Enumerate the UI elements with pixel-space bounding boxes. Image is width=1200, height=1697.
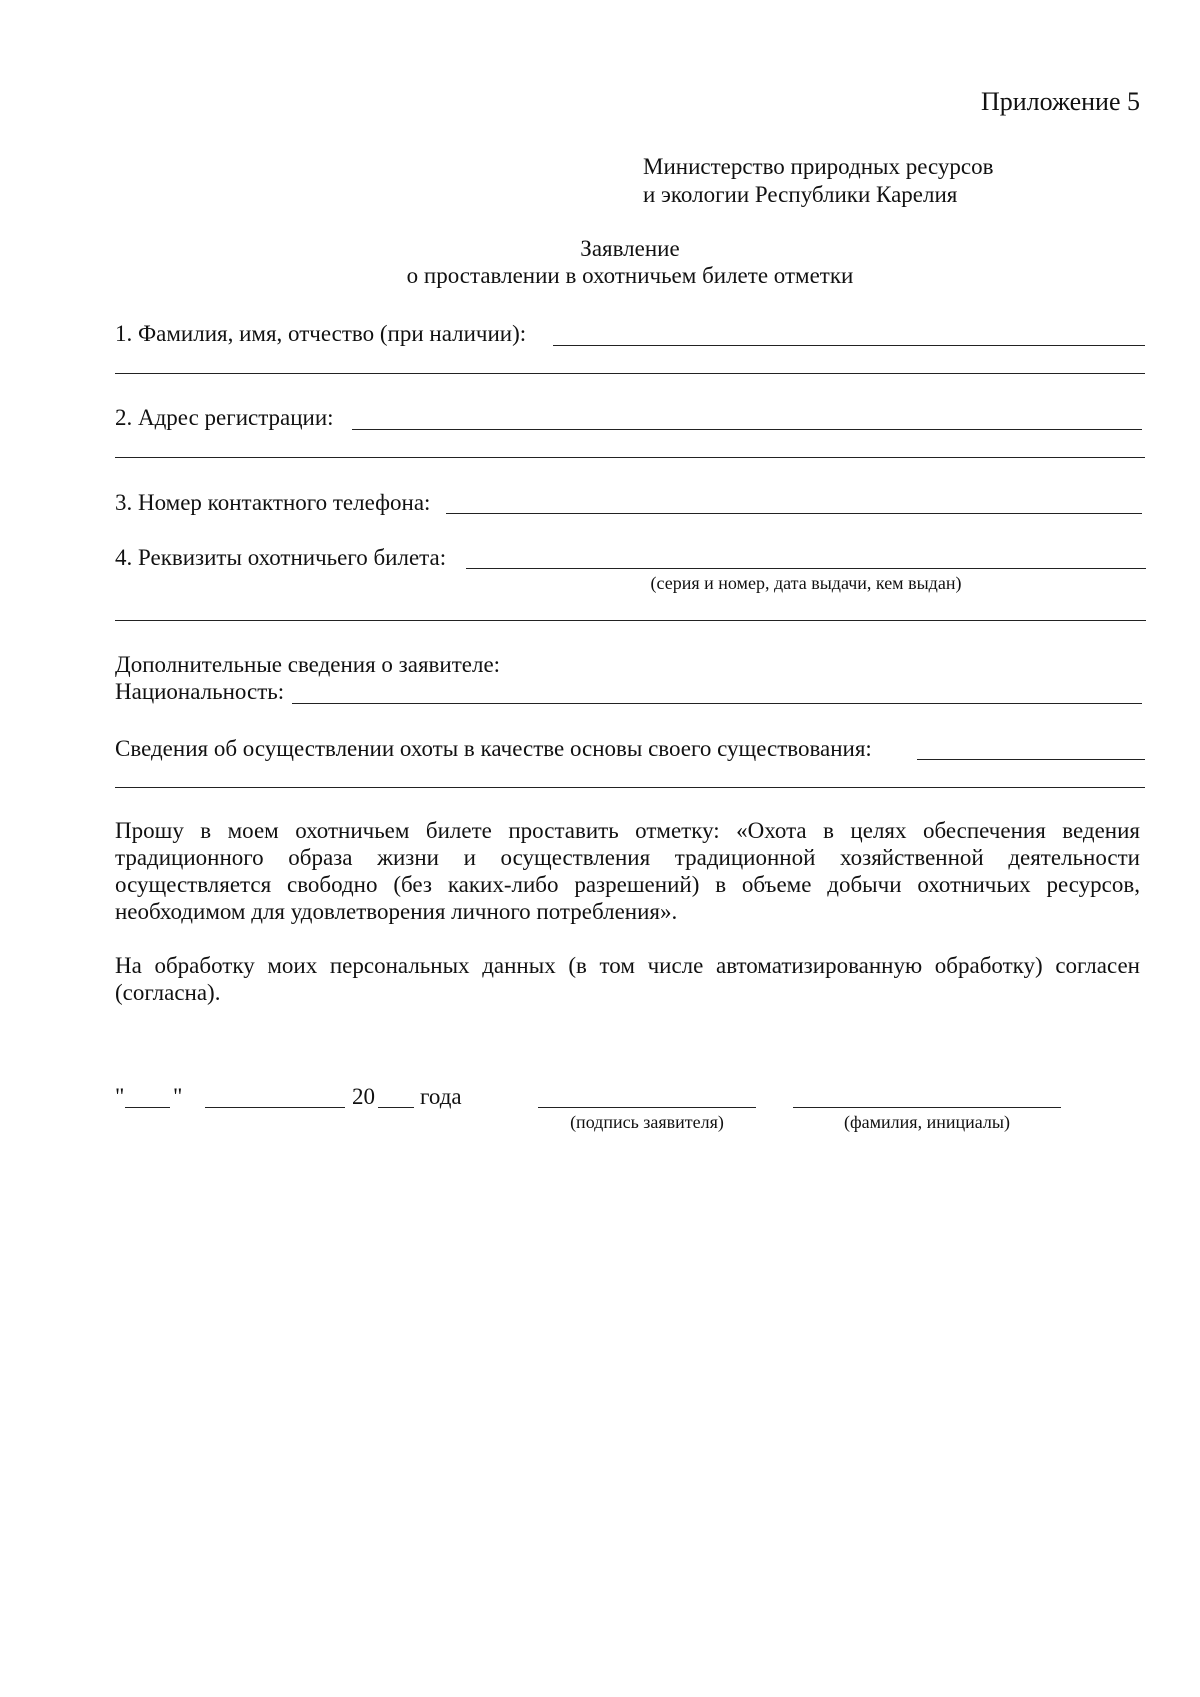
date-day-quote-close: "	[173, 1084, 183, 1109]
date-year-prefix: 20	[352, 1084, 375, 1109]
consent-paragraph: На обработку моих персональных данных (в том числе автоматизированную обработку) согласен (согласна).	[115, 953, 1140, 1005]
date-year-input-line[interactable]	[378, 1107, 414, 1108]
full-name-input-line[interactable]	[553, 345, 1145, 346]
date-day-quote-open: "	[115, 1084, 125, 1109]
ticket-input-line[interactable]	[466, 568, 1146, 569]
addressee-line-1: Министерство природных ресурсов	[643, 154, 994, 179]
hunting-info-input-line[interactable]	[917, 759, 1145, 760]
hunting-info-label: Сведения об осуществлении охоты в качестве основы своего существования:	[115, 736, 872, 761]
name-initials-input-line[interactable]	[793, 1107, 1061, 1108]
address-input-line-2[interactable]	[115, 457, 1145, 458]
phone-label: 3. Номер контактного телефона:	[115, 490, 431, 515]
date-year-suffix: года	[420, 1084, 462, 1109]
full-name-input-line-2[interactable]	[115, 373, 1145, 374]
name-initials-hint: (фамилия, инициалы)	[844, 1112, 1010, 1132]
phone-input-line[interactable]	[446, 513, 1142, 514]
nationality-input-line[interactable]	[292, 703, 1142, 704]
signature-input-line[interactable]	[538, 1107, 756, 1108]
date-month-input-line[interactable]	[205, 1107, 345, 1108]
date-day-input-line[interactable]	[125, 1107, 170, 1108]
hunting-info-input-line-2[interactable]	[115, 787, 1145, 788]
additional-info-label: Дополнительные сведения о заявителе:	[115, 652, 501, 677]
address-input-line[interactable]	[352, 429, 1142, 430]
ticket-hint: (серия и номер, дата выдачи, кем выдан)	[650, 573, 962, 593]
nationality-label: Национальность:	[115, 679, 285, 704]
signature-hint: (подпись заявителя)	[570, 1112, 724, 1132]
request-paragraph: Прошу в моем охотничьем билете проставить отметку: «Охота в целях обеспечения ведения традиционного образа жизни и осуществления традиционной хозяйственной деятельности осуществляется свободно (без каких-либо разрешений) в объеме добычи охотничьих ресурсов, необходимом для удовлетворения личного потребления».	[115, 818, 1140, 924]
address-label: 2. Адрес регистрации:	[115, 405, 334, 430]
document-subtitle: о проставлении в охотничьем билете отметки	[406, 263, 854, 288]
appendix-number: Приложение 5	[980, 87, 1140, 116]
ticket-label: 4. Реквизиты охотничьего билета:	[115, 545, 447, 570]
document-title: Заявление	[580, 236, 680, 261]
ticket-input-line-2[interactable]	[115, 620, 1146, 621]
full-name-label: 1. Фамилия, имя, отчество (при наличии):	[115, 321, 527, 346]
addressee-line-2: и экологии Республики Карелия	[643, 182, 958, 207]
